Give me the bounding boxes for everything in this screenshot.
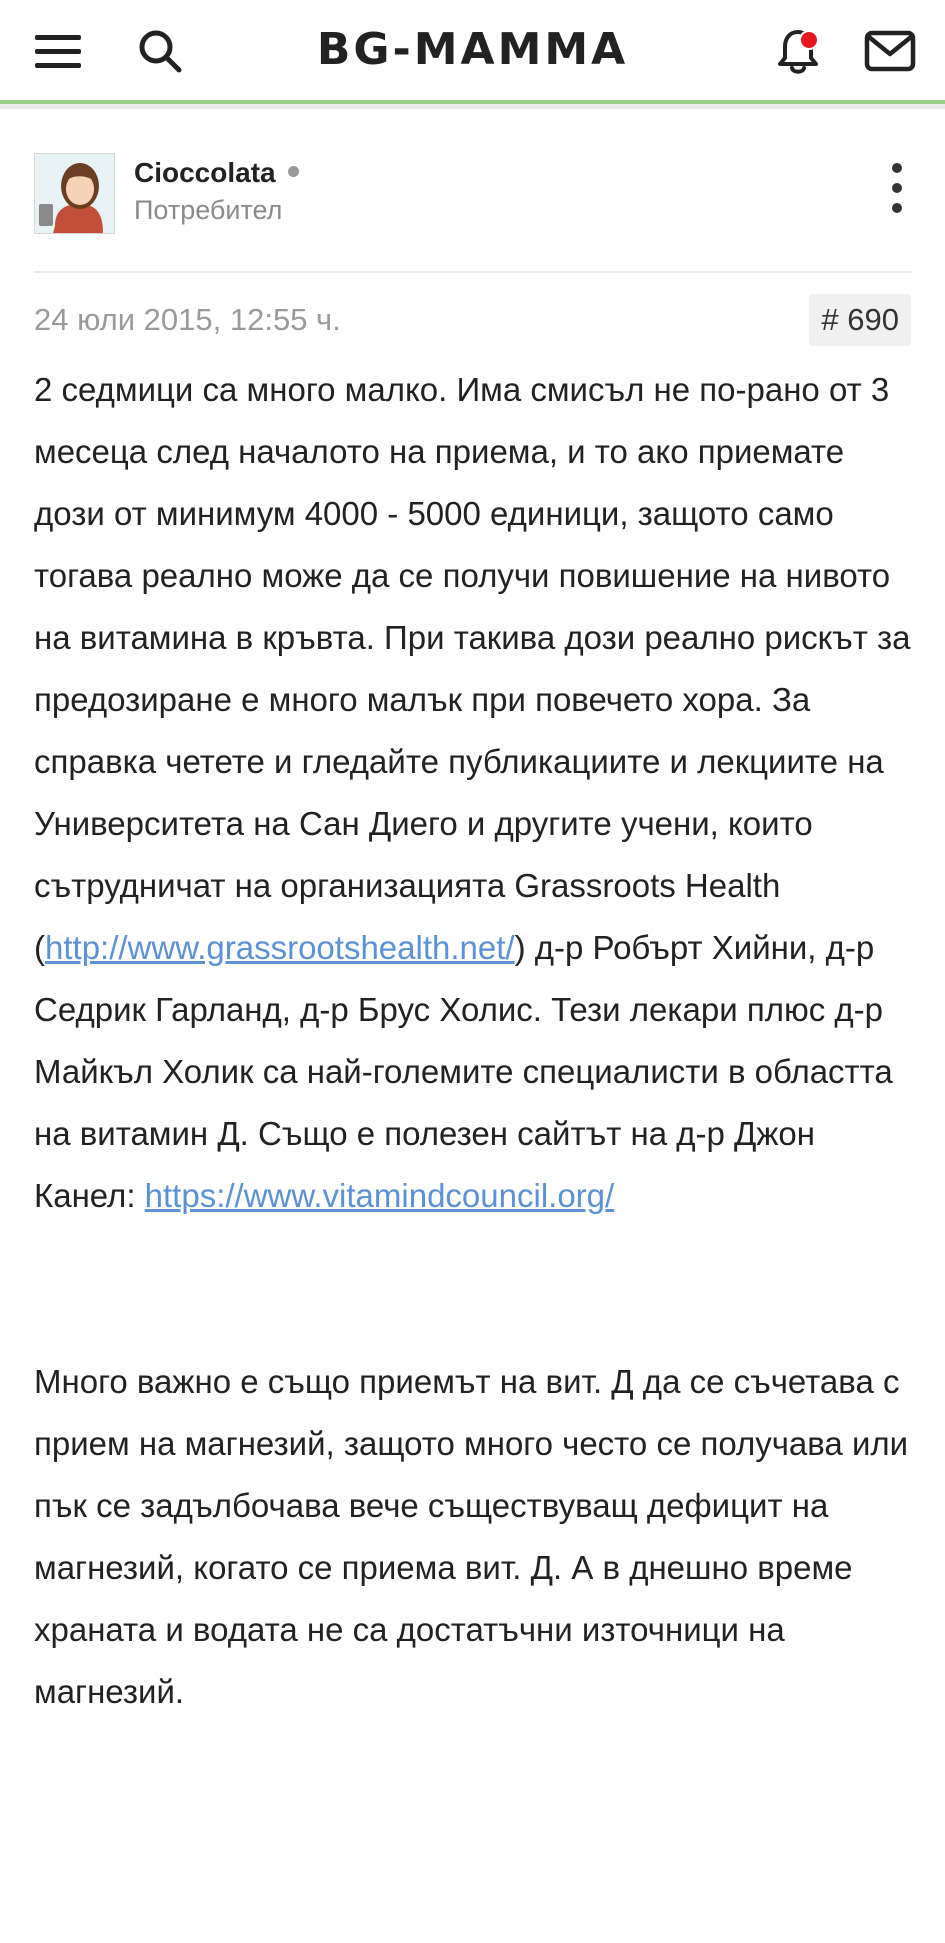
- online-status-dot: [288, 166, 299, 177]
- post-paragraph: Много важно е също приемът на вит. Д да се съчетава с прием на магнезий, защото много често се получава или пък се задълбочава вече съществуващ дефицит на магнезий, когато се приема вит. Д. А в днешно време храната и водата не са достатъчни източници на магнезий.: [34, 1363, 909, 1710]
- avatar[interactable]: [34, 153, 115, 234]
- paragraph-gap: [34, 1227, 914, 1289]
- mail-icon[interactable]: [861, 22, 919, 80]
- notifications-bell-icon[interactable]: [769, 22, 827, 80]
- post-paragraph: [34, 359, 914, 1227]
- site-logo[interactable]: BG-MAMMA: [316, 24, 629, 75]
- notification-badge: [799, 30, 819, 50]
- grassroots-link[interactable]: http://www.grassrootshealth.net/: [45, 929, 515, 966]
- top-bar: [0, 0, 945, 104]
- paragraph-text: 2 седмици са много малко. Има смисъл не по-рано от 3 месеца след началото на приема, и то ако приемате дози от минимум 4000 - 5000 единици, защото само тогава реално може да се получи повишение на нивото на витамина в кръвта. При такива дози реално рискът за предозиране е много малък при повечето хора. За справка четете и гледайте публикациите и лекциите на Университета на Сан Диего и другите учени, които сътрудничат на организацията Grassroots Health (: [34, 371, 911, 966]
- post-author-block: [34, 153, 912, 273]
- paragraph-gap: [34, 1289, 914, 1351]
- header-divider: [0, 104, 945, 109]
- author-name[interactable]: [134, 157, 299, 189]
- author-name-text[interactable]: Cioccolata: [134, 157, 276, 188]
- author-role: Потребител: [134, 195, 283, 225]
- post-body: [34, 359, 914, 1723]
- post-date: 24 юли 2015, 12:55 ч.: [34, 302, 341, 337]
- post-number[interactable]: # 690: [809, 294, 911, 346]
- more-options-icon[interactable]: [882, 163, 912, 213]
- paragraph-text: ) д-р Робърт Хийни, д-р Седрик Гарланд, д-р Брус Холис. Тези лекари плюс д-р Майкъл Холик са най-големите специалисти в областта на витамин Д. Също е полезен сайтът на д-р Джон Канел:: [34, 929, 893, 1214]
- vitamindcouncil-link[interactable]: https://www.vitamindcouncil.org/: [144, 1177, 615, 1214]
